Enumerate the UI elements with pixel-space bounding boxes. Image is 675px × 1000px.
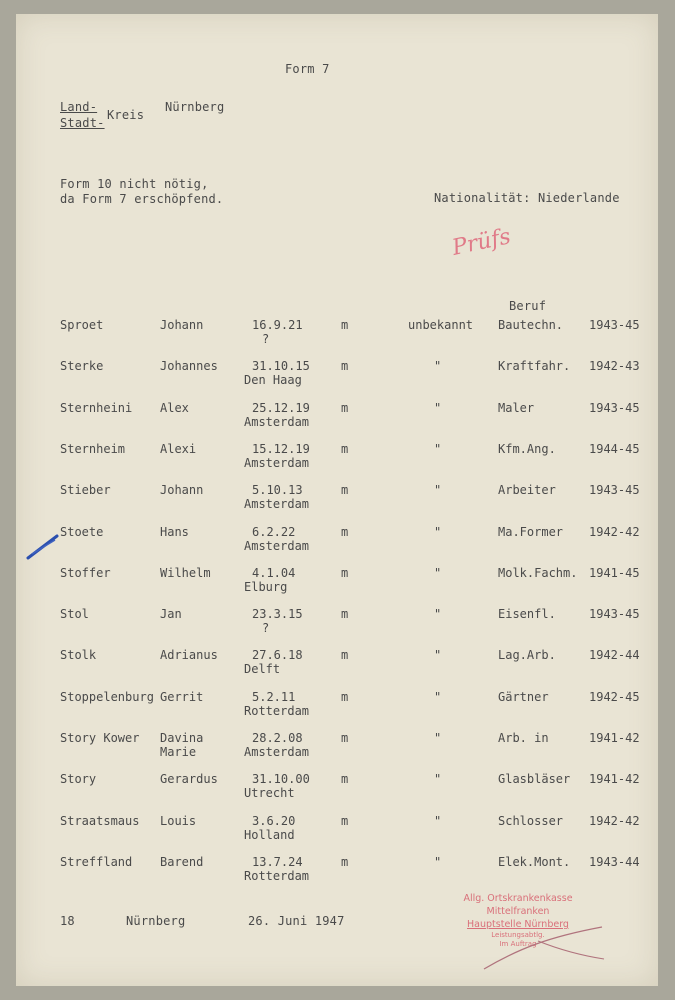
cell-beruf: Lag.Arb. [498,648,556,663]
page-number: 18 [60,914,75,928]
footer-place: Nürnberg [126,914,186,928]
land-label: Land- [60,100,98,114]
cell-place: Amsterdam [244,745,310,759]
cell-status: " [434,441,442,456]
cell-sex: m [341,318,349,332]
cell-date: 13.7.24 [252,854,303,869]
cell-place: Amsterdam [244,497,310,512]
cell-status: " [434,772,442,787]
cell-date: 15.12.19 [252,441,310,456]
cell-date: 25.12.19 [252,400,310,415]
stamp-line-4: Leistungsabtlg. [491,931,545,939]
cell-status: " [434,400,442,415]
cell-given: Alex [160,400,189,415]
cell-date: 31.10.15 [252,359,310,374]
cell-period: 1941-42 [589,731,640,745]
cell-status: " [434,854,442,869]
cell-place: Amsterdam [244,455,310,470]
cell-place: ? [262,332,270,346]
cell-status: " [434,813,442,828]
cell-beruf: Schlosser [498,813,564,828]
cell-beruf: Molk.Fachm. [498,565,578,580]
stamp-signature-stroke [478,919,608,975]
cell-status: " [434,689,442,704]
cell-given: Wilhelm [160,565,211,580]
cell-given: Johannes [160,359,218,374]
stamp-line-5: Im Auftrag [499,940,537,948]
cell-surname: Stoete [60,524,104,539]
cell-given: Hans [160,524,189,539]
cell-given: Jan [160,607,182,622]
stamp-line-2: Mittelfranken [486,906,550,917]
cell-sex: m [341,524,349,539]
cell-period: 1943-45 [589,400,640,415]
cell-surname: Streffland [60,854,133,869]
document-sheet [16,14,658,986]
cell-given: Adrianus [160,648,218,663]
cell-date: 4.1.04 [252,565,296,580]
cell-beruf: Kraftfahr. [498,359,571,374]
cell-status: " [434,607,442,622]
cell-given: Gerrit [160,689,204,704]
cell-surname: Story [60,772,97,787]
cell-place: Amsterdam [244,414,310,429]
cell-sex: m [341,483,349,498]
cell-date: 6.2.22 [252,524,296,539]
cell-place: Den Haag [244,373,302,388]
cell-sex: m [341,854,349,869]
cell-sex: m [341,607,349,622]
table-row [16,855,658,895]
cell-date: 5.10.13 [252,483,303,498]
cell-sex: m [341,689,349,704]
table-row [16,566,658,606]
cell-beruf: Ma.Former [498,524,564,539]
table-row [16,814,658,854]
cell-beruf: Eisenfl. [498,607,556,622]
kreis-label: Kreis [107,108,145,122]
table-row [16,442,658,482]
cell-given: Johann [160,318,204,332]
note-line-1: Form 10 nicht nötig, [60,177,209,191]
cell-surname: Sternheim [60,441,126,456]
table-row [16,483,658,523]
cell-sex: m [341,772,349,787]
cell-status: " [434,524,442,539]
cell-sex: m [341,648,349,663]
cell-sex: m [341,441,349,456]
cell-period: 1942-45 [589,689,640,704]
cell-surname: Stol [60,607,89,622]
cell-sex: m [341,400,349,415]
signature: Prüfs [450,224,513,261]
cell-date: 5.2.11 [252,689,296,704]
cell-given: Louis [160,813,197,828]
table-row [16,731,658,771]
cell-place: Holland [244,827,295,842]
cell-period: 1943-45 [589,318,640,332]
cell-period: 1942-44 [589,648,640,663]
cell-place: Rotterdam [244,868,310,883]
cell-surname: Stieber [60,483,111,498]
cell-beruf: Kfm.Ang. [498,441,556,456]
cell-place: Rotterdam [244,703,310,718]
cell-given: Barend [160,854,204,869]
cell-period: 1942-43 [589,359,640,374]
cell-date: 16.9.21 [252,318,303,332]
cell-status: " [434,731,442,745]
cell-period: 1941-45 [589,565,640,580]
cell-period: 1943-45 [589,607,640,622]
beruf-header: Beruf [509,299,547,313]
cell-sex: m [341,731,349,745]
cell-sex: m [341,359,349,374]
cell-period: 1944-45 [589,441,640,456]
form-label: Form 7 [285,62,330,76]
cell-beruf: Elek.Mont. [498,854,571,869]
cell-given: Gerardus [160,772,218,787]
cell-status: " [434,648,442,663]
table-row [16,359,658,399]
table-row [16,648,658,688]
cell-period: 1943-44 [589,854,640,869]
cell-given2: Marie [160,745,197,759]
cell-status: " [434,565,442,580]
cell-period: 1941-42 [589,772,640,787]
footer-date: 26. Juni 1947 [248,914,345,928]
cell-beruf: Glasbläser [498,772,571,787]
cell-surname: Sternheini [60,400,133,415]
cell-given: Johann [160,483,204,498]
cell-date: 28.2.08 [252,731,303,745]
city-name: Nürnberg [165,100,225,114]
cell-surname: Sproet [60,318,104,332]
cell-beruf: Maler [498,400,535,415]
cell-status: " [434,359,442,374]
cell-period: 1942-42 [589,524,640,539]
cell-date: 23.3.15 [252,607,303,622]
cell-given: Davina [160,731,204,745]
cell-date: 31.10.00 [252,772,310,787]
cell-beruf: Bautechn. [498,318,564,332]
cell-surname: Straatsmaus [60,813,140,828]
cell-date: 3.6.20 [252,813,296,828]
cell-period: 1943-45 [589,483,640,498]
table-row [16,401,658,441]
cell-sex: m [341,565,349,580]
cell-surname: Story Kower [60,731,140,745]
cell-status: unbekannt [408,318,474,332]
stadt-label: Stadt- [60,116,105,130]
table-row [16,607,658,647]
cell-date: 27.6.18 [252,648,303,663]
cell-beruf: Arbeiter [498,483,556,498]
cell-period: 1942-42 [589,813,640,828]
stamp-line-1: Allg. Ortskrankenkasse [463,893,573,904]
cell-place: Utrecht [244,786,295,801]
cell-surname: Stolk [60,648,97,663]
table-row [16,318,658,358]
cell-place: Elburg [244,579,288,594]
table-row [16,772,658,812]
cell-surname: Stoffer [60,565,111,580]
cell-place: Amsterdam [244,538,310,553]
cell-beruf: Arb. in [498,731,549,745]
table-row [16,525,658,565]
cell-place: ? [262,621,270,636]
cell-place: Delft [244,662,281,677]
note-line-2: da Form 7 erschöpfend. [60,192,224,206]
table-row [16,690,658,730]
nationality: Nationalität: Niederlande [434,191,620,205]
cell-surname: Stoppelenburg [60,689,154,704]
cell-status: " [434,483,442,498]
cell-surname: Sterke [60,359,104,374]
cell-beruf: Gärtner [498,689,549,704]
cell-sex: m [341,813,349,828]
stamp-line-3: Hauptstelle Nürnberg [467,919,569,930]
cell-given: Alexi [160,441,197,456]
